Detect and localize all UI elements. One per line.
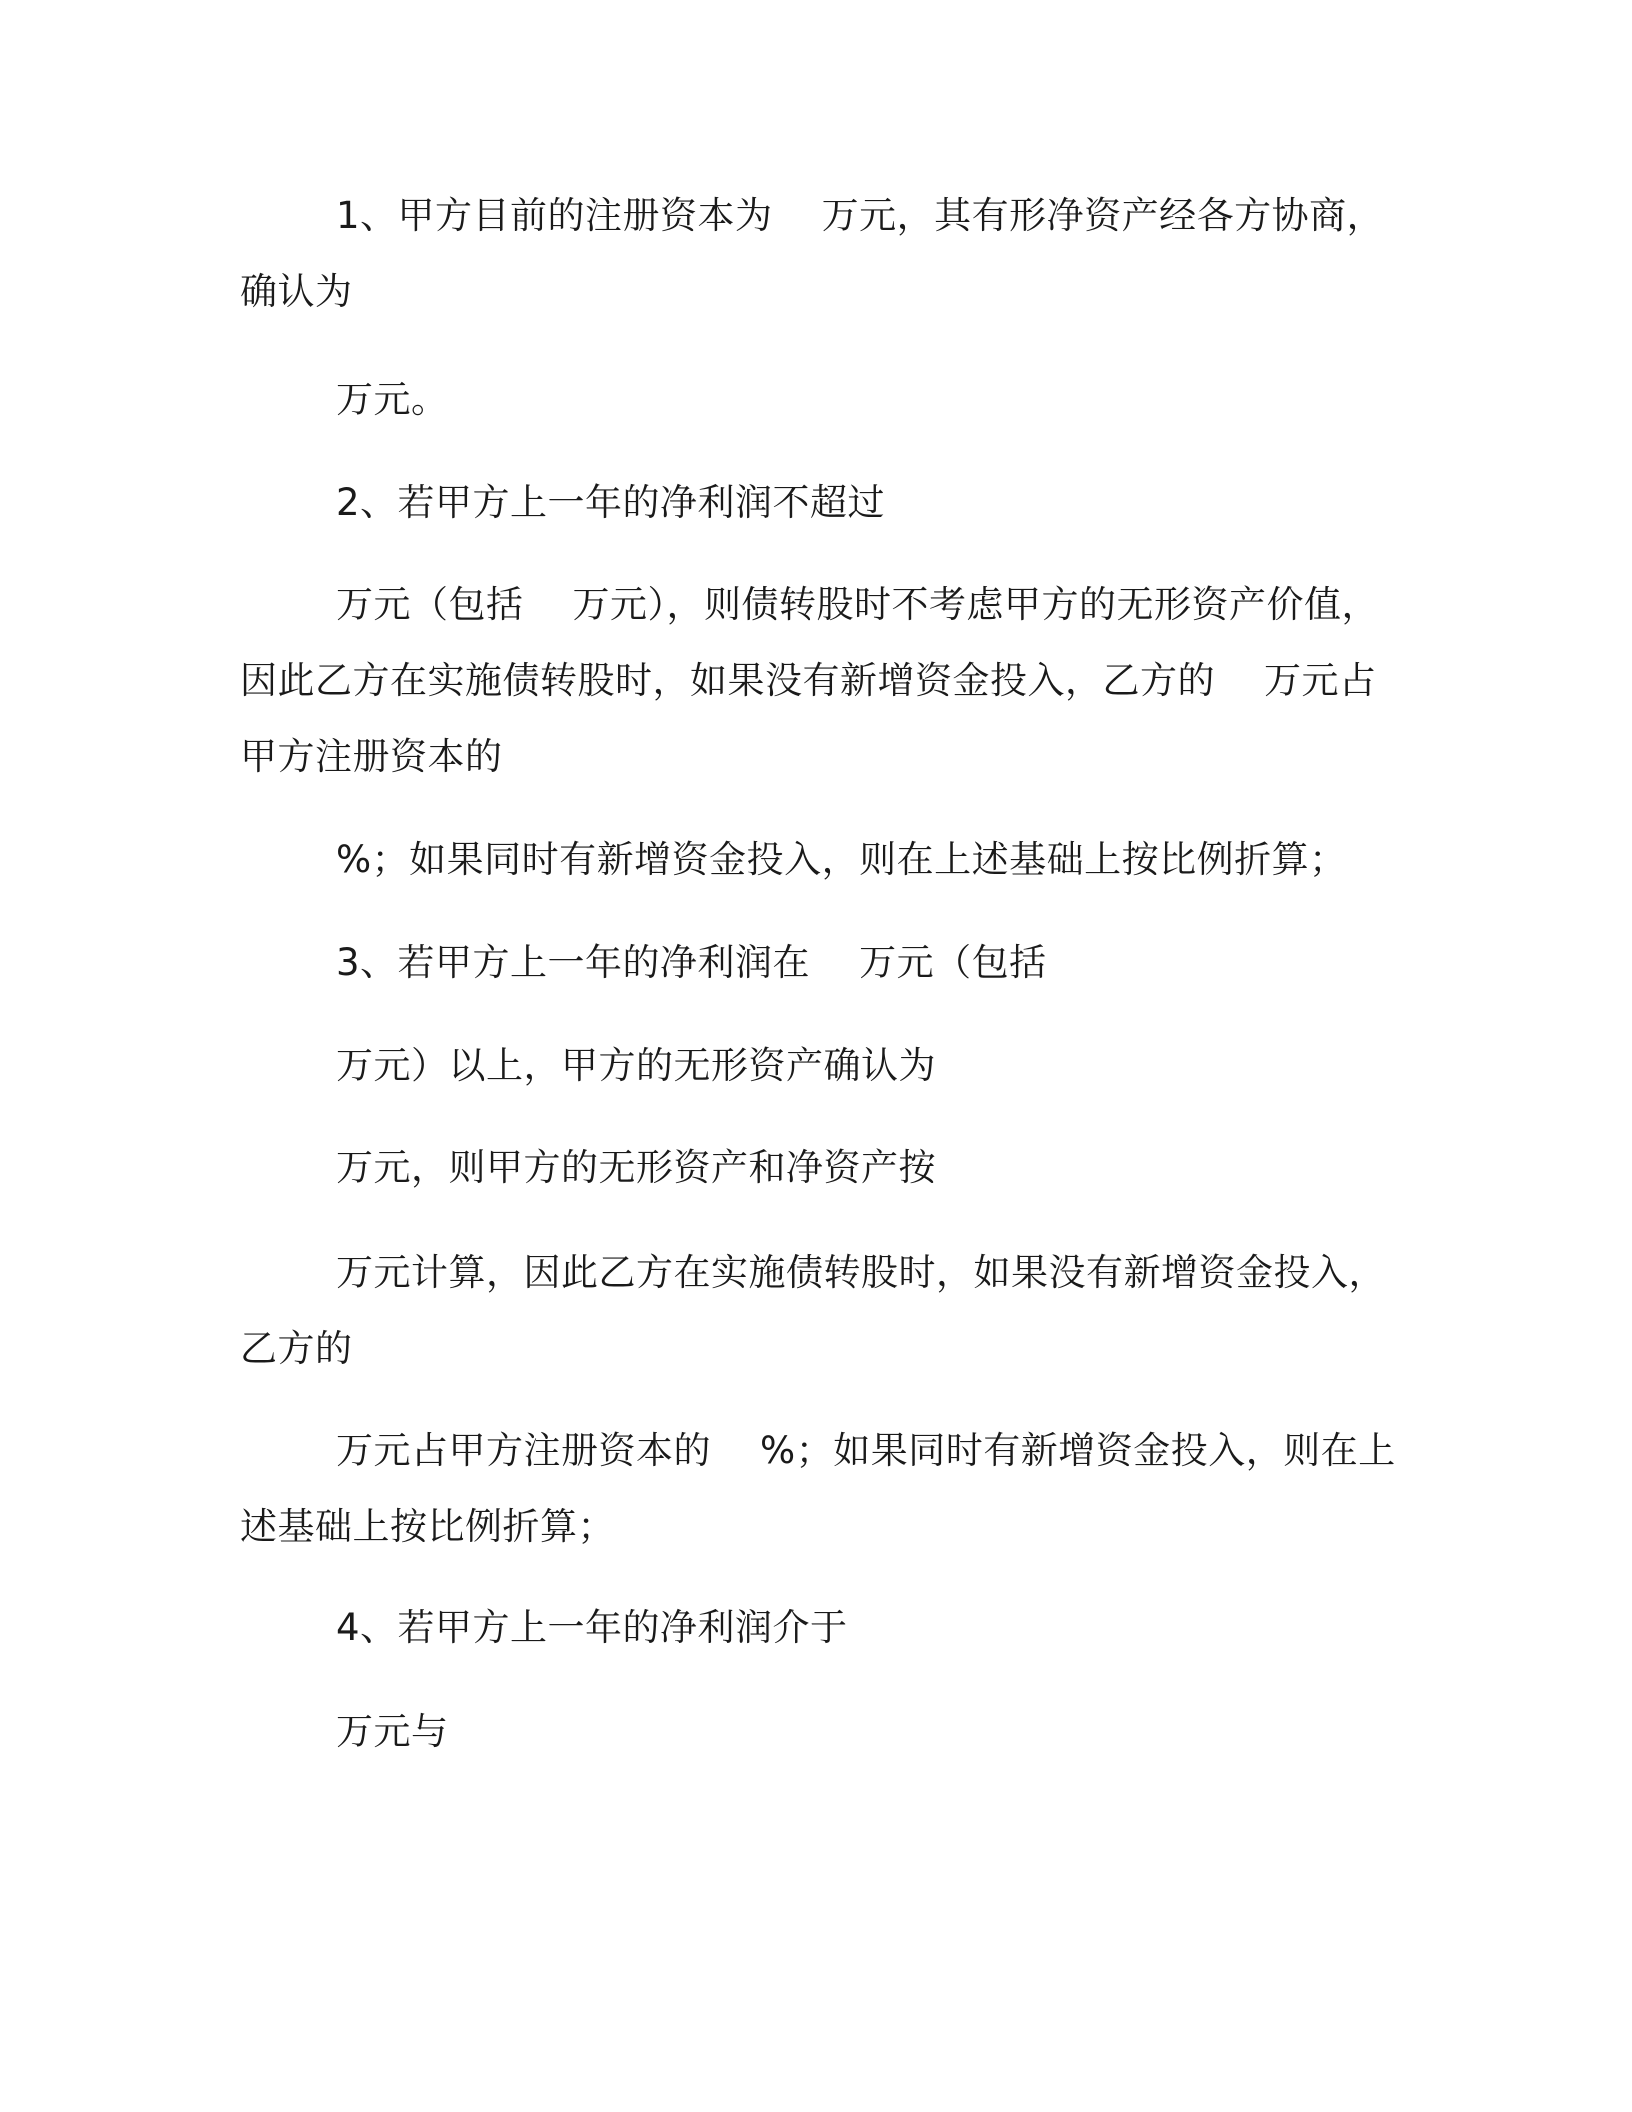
- paragraph-8: 万元，则甲方的无形资产和净资产按: [336, 1146, 936, 1189]
- paragraph-7: 万元）以上，甲方的无形资产确认为: [336, 1044, 936, 1087]
- paragraph-11: 4、若甲方上一年的净利润介于: [336, 1606, 848, 1649]
- paragraph-12: 万元与: [336, 1710, 449, 1753]
- paragraph-6: 3、若甲方上一年的净利润在 万元（包括: [336, 941, 1047, 984]
- paragraph-1: 1、甲方目前的注册资本为 万元，其有形净资产经各方协商，确认为: [240, 194, 1385, 313]
- paragraph-10: 万元占甲方注册资本的 %；如果同时有新增资金投入，则在上述基础上按比例折算；: [240, 1429, 1396, 1548]
- paragraph-4: 万元（包括 万元），则债转股时不考虑甲方的无形资产价值，因此乙方在实施债转股时，如果没有新增资金投入，乙方的 万元占甲方注册资本的: [240, 583, 1380, 778]
- paragraph-3: 2、若甲方上一年的净利润不超过: [336, 481, 886, 524]
- paragraph-5: %；如果同时有新增资金投入，则在上述基础上按比例折算；: [336, 838, 1347, 881]
- paragraph-2: 万元。: [336, 378, 449, 421]
- paragraph-9: 万元计算，因此乙方在实施债转股时，如果没有新增资金投入，乙方的: [240, 1251, 1386, 1370]
